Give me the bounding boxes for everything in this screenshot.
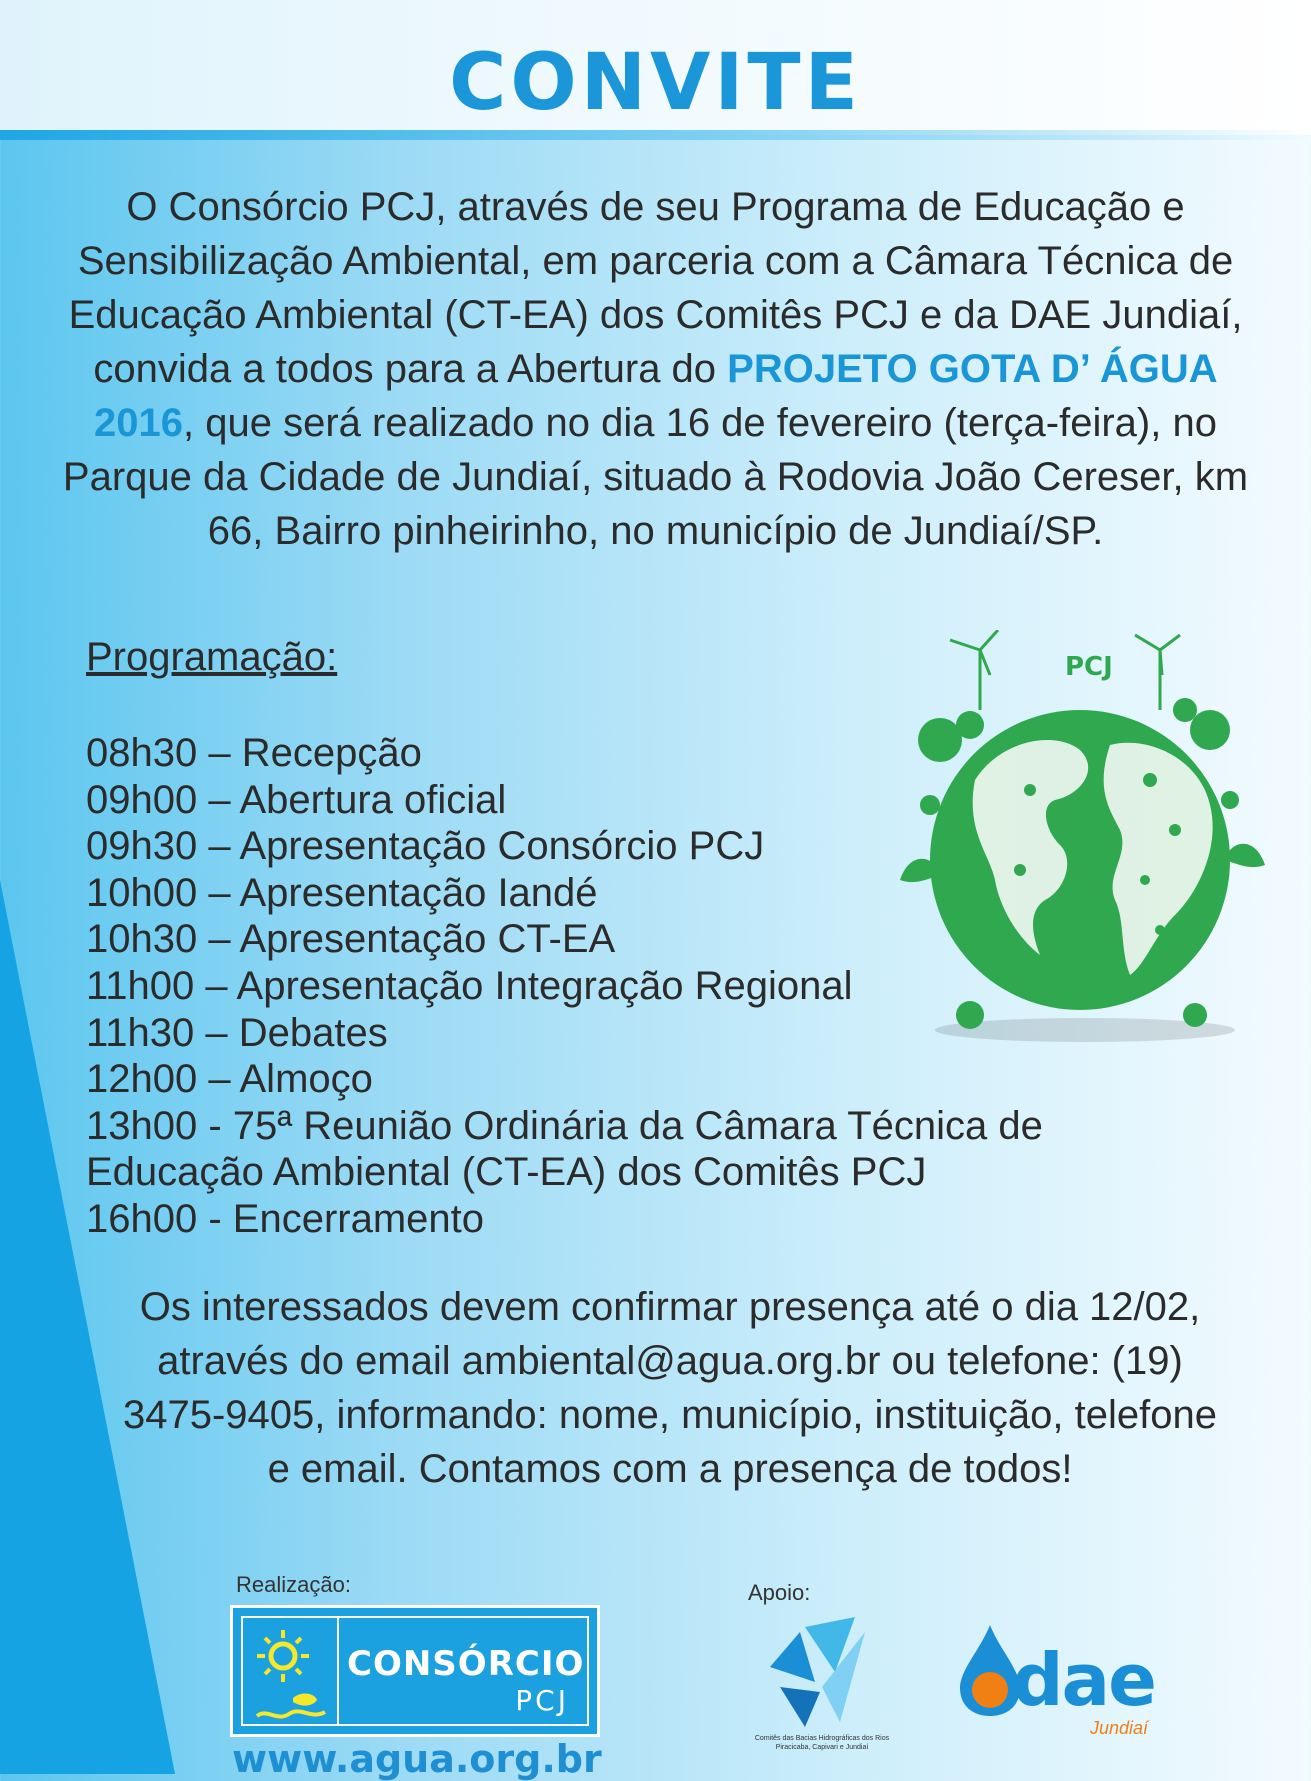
schedule-item: 11h00 – Apresentação Integração Regional <box>86 963 853 1008</box>
fish-wave-icon <box>253 1684 329 1724</box>
schedule-item: Educação Ambiental (CT-EA) dos Comitês PCJ <box>86 1150 927 1195</box>
consorcio-pcj-logo <box>230 1605 600 1737</box>
schedule-item: 10h30 – Apresentação CT-EA <box>86 917 616 962</box>
intro-text-end: , que será realizado no dia 16 de fevereiro (terça-feira), no Parque da Cidade de Jundiaí, situado à Rodovia João Cereser, km 66, Bairro pinheirinho, no município de Jundiaí/SP. <box>62 401 1249 553</box>
website-link[interactable]: www.agua.org.br <box>232 1737 602 1781</box>
schedule-item: 09h30 – Apresentação Consórcio PCJ <box>86 824 765 869</box>
logo-divider <box>337 1618 339 1724</box>
logo-frame <box>241 1616 589 1726</box>
program-heading: Programação: <box>86 635 338 679</box>
dae-logo-text: dae <box>1012 1638 1155 1722</box>
globe-illustration <box>880 630 1280 1050</box>
schedule-item: 08h30 – Recepção <box>86 731 422 775</box>
intro-paragraph <box>40 180 1271 558</box>
page-title: CONVITE <box>449 38 862 128</box>
apoio-label: Apoio: <box>748 1580 811 1605</box>
globe-label: PCJ <box>1065 652 1113 682</box>
consorcio-title: CONSÓRCIO <box>347 1644 585 1684</box>
intro-text-start: O Consórcio PCJ, através de seu Programa de Educação e Sensibilização Ambiental, em parceria com a Câmara Técnica de Educação Ambiental (CT-EA) dos Comitês PCJ e da DAE Jundiaí, convida a todos para a Abertura do <box>68 185 1243 391</box>
project-name: PROJETO GOTA D’ ÁGUA 2016 <box>94 347 1218 445</box>
dae-city: Jundiaí <box>1090 1718 1149 1738</box>
schedule-item: 09h00 – Abertura oficial <box>86 777 507 822</box>
schedule-item: 12h00 – Almoço <box>86 1057 373 1102</box>
realizacao-label: Realização: <box>236 1572 351 1597</box>
schedule-item: 13h00 - 75ª Reunião Ordinária da Câmara Técnica de <box>86 1103 1043 1148</box>
header-divider <box>0 130 1311 140</box>
comites-pcj-logo <box>760 1612 880 1732</box>
consorcio-subtitle: PCJ <box>515 1684 569 1717</box>
schedule-item: 16h00 - Encerramento <box>86 1196 485 1241</box>
sun-icon <box>253 1626 323 1686</box>
schedule-item: 11h30 – Debates <box>86 1010 388 1055</box>
rsvp-paragraph: Os interessados devem confirmar presença até o dia 12/02, através do email ambiental@agua.org.br ou telefone: (19) 3475-9405, informando: nome, município, instituição, telefone e email. Contamos com a presença de todos! <box>122 1285 1217 1491</box>
comites-caption: Comitês das Bacias Hidrográficas dos Rios Piracicaba, Capivari e Jundiaí <box>754 1735 890 1751</box>
schedule-item: 10h00 – Apresentação Iandé <box>86 870 598 915</box>
